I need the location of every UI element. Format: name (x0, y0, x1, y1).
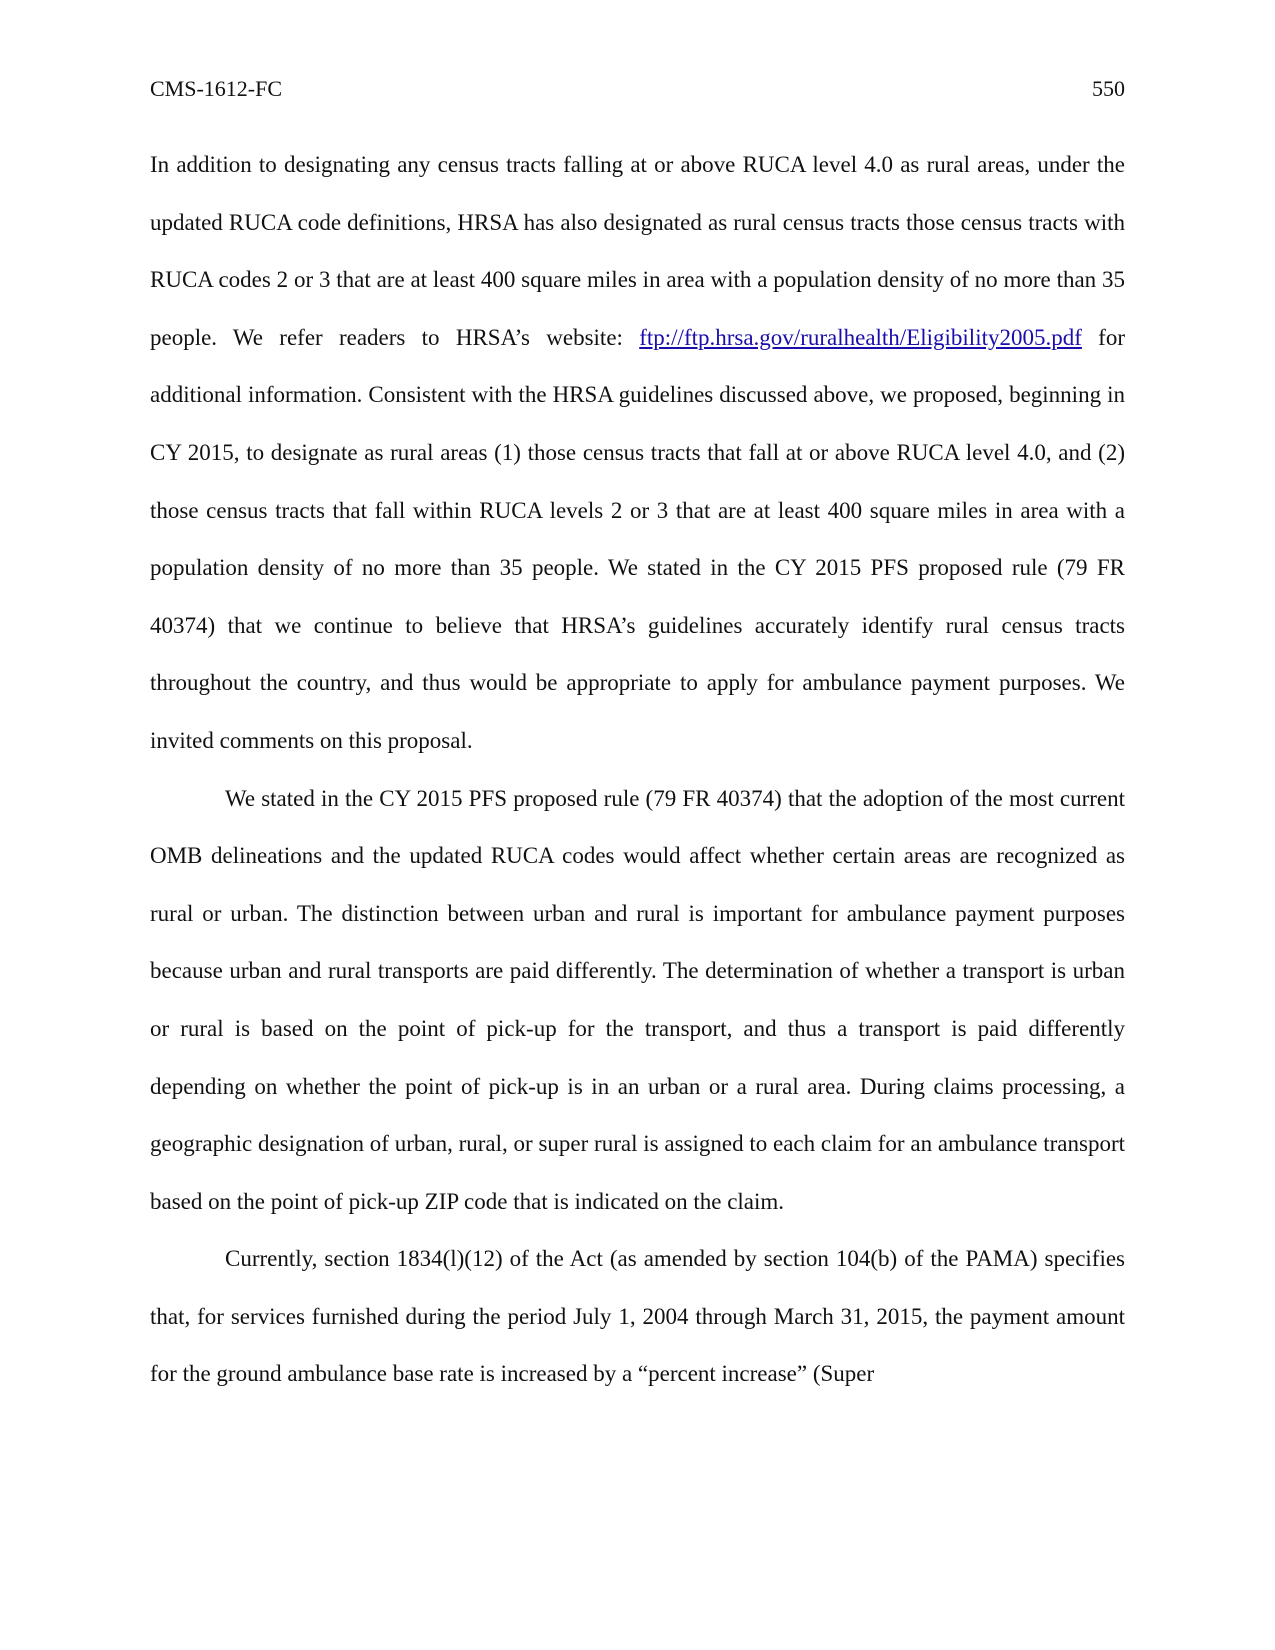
document-id: CMS-1612-FC (150, 76, 283, 101)
paragraph-text: for additional information. Consistent with the HRSA guidelines discussed above, we proposed, beginning in CY 2015, to designate as rural areas (1) those census tracts that fall at or above RUCA level 4.0, and (2) those census tracts that fall within RUCA levels 2 or 3 that are at least 400 square miles in area with a population density of no more than 35 people. We stated in the CY 2015 PFS proposed rule (79 FR 40374) that we continue to believe that HRSA’s guidelines accurately identify rural census tracts throughout the country, and thus would be appropriate to apply for ambulance payment purposes. We invited comments on this proposal. (150, 324, 1125, 753)
document-body (150, 136, 1125, 1403)
paragraph-text: In addition to designating any census tracts falling at or above RUCA level 4.0 as rural areas, under the updated RUCA code definitions, HRSA has also designated as rural census tracts those census tracts with RUCA codes 2 or 3 that are at least 400 square miles in area with a population density of no more than 35 people. We refer readers to HRSA’s website: (150, 152, 1125, 350)
paragraph-rural-designation (150, 136, 1125, 770)
paragraph-section-1834: Currently, section 1834(l)(12) of the Act (as amended by section 104(b) of the PAMA) specifies that, for services furnished during the period July 1, 2004 through March 31, 2015, the payment amount for the ground ambulance base rate is increased by a “percent increase” (Super (150, 1246, 1125, 1387)
hrsa-website-link[interactable]: ftp://ftp.hrsa.gov/ruralhealth/Eligibility2005.pdf (639, 324, 1082, 350)
paragraph-urban-rural-distinction: We stated in the CY 2015 PFS proposed rule (79 FR 40374) that the adoption of the most current OMB delineations and the updated RUCA codes would affect whether certain areas are recognized as rural or urban. The distinction between urban and rural is important for ambulance payment purposes because urban and rural transports are paid differently. The determination of whether a transport is urban or rural is based on the point of pick-up for the transport, and thus a transport is paid differently depending on whether the point of pick-up is in an urban or a rural area. During claims processing, a geographic designation of urban, rural, or super rural is assigned to each claim for an ambulance transport based on the point of pick-up ZIP code that is indicated on the claim. (150, 785, 1125, 1214)
page-header (150, 72, 1125, 106)
page-number: 550 (1092, 76, 1125, 101)
